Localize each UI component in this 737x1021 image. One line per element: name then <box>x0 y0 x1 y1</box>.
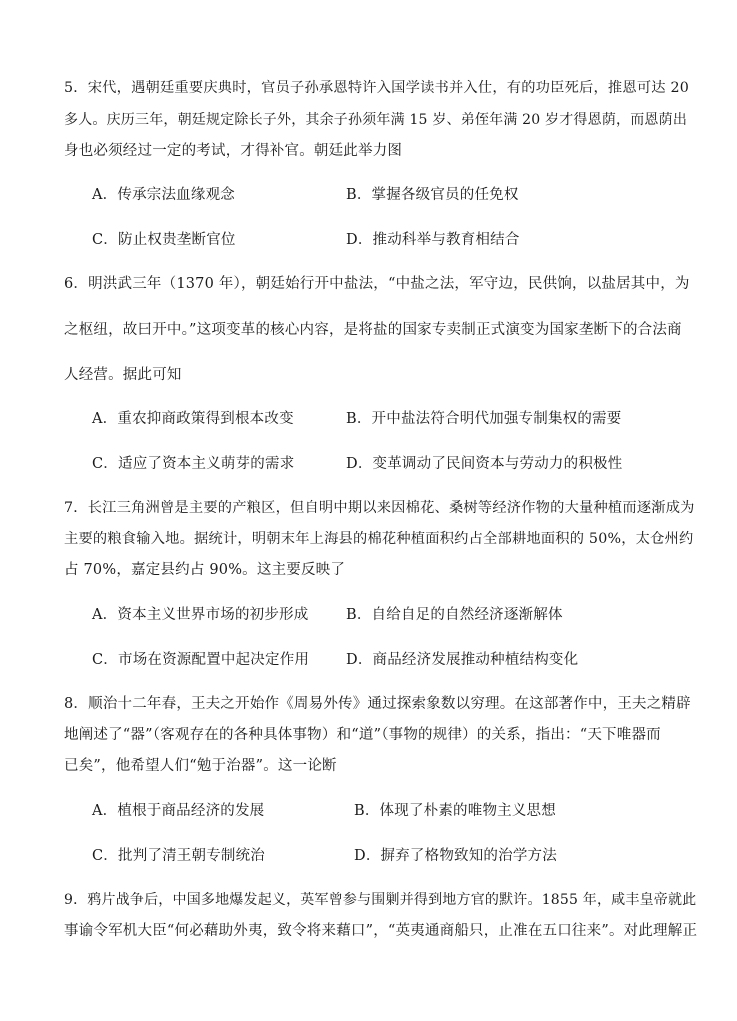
question-6-line-3: 人经营。据此可知 <box>64 367 182 383</box>
question-7-option-b: B．自给自足的自然经济逐渐解体 <box>346 607 563 623</box>
question-8-line-2: 地阐述了“器”（客观存在的各种具体事物）和“道”（事物的规律）的关系，指出：“天下唯器而 <box>64 727 661 743</box>
question-5-option-a: A．传承宗法血缘观念 <box>92 187 235 203</box>
question-6-option-d: D．变革调动了民间资本与劳动力的积极性 <box>346 456 623 472</box>
question-7-option-c: C．市场在资源配置中起决定作用 <box>92 652 310 668</box>
question-8-option-b: B．体现了朴素的唯物主义思想 <box>354 803 556 819</box>
question-8-option-c: C．批判了清王朝专制统治 <box>92 848 265 864</box>
question-5-option-d: D．推动科举与教育相结合 <box>346 232 520 248</box>
question-6-option-c: C．适应了资本主义萌芽的需求 <box>92 456 295 472</box>
question-7-line-2: 主要的粮食输入地。据统计，明朝末年上海县的棉花种植面积约占全部耕地面积的 50%，太仓州约 <box>64 531 694 547</box>
question-8-option-d: D．摒弃了格物致知的治学方法 <box>354 848 557 864</box>
question-6-line-2: 之枢纽，故曰开中。”这项变革的核心内容，是将盐的国家专卖制正式演变为国家垄断下的合法商 <box>64 322 682 338</box>
question-6-line-1: 6．明洪武三年（1370 年），朝廷始行开中盐法，“中盐之法，军守边，民供饷，以盐居其中，为 <box>64 276 690 292</box>
question-7-option-a: A．资本主义世界市场的初步形成 <box>92 607 309 623</box>
question-5-line-2: 多人。庆历三年，朝廷规定除长子外，其余子孙须年满 15 岁、弟侄年满 20 岁才得恩荫，而恩荫出 <box>64 112 688 128</box>
question-7-line-1: 7．长江三角洲曾是主要的产粮区，但自明中期以来因棉花、桑树等经济作物的大量种植而逐渐成为 <box>64 500 695 516</box>
question-8-line-3: 已矣”，他希望人们“勉于治器”。这一论断 <box>64 758 337 774</box>
question-6-option-b: B．开中盐法符合明代加强专制集权的需要 <box>346 411 622 427</box>
question-8-line-1: 8．顺治十二年春，王夫之开始作《周易外传》通过探索象数以穷理。在这部著作中，王夫之精辟 <box>64 696 691 712</box>
question-7-option-d: D．商品经济发展推动种植结构变化 <box>346 652 579 668</box>
question-8-option-a: A．植根于商品经济的发展 <box>92 803 265 819</box>
question-5-option-c: C．防止权贵垄断官位 <box>92 232 236 248</box>
question-6-option-a: A．重农抑商政策得到根本改变 <box>92 411 294 427</box>
question-7-line-3: 占 70%，嘉定县约占 90%。这主要反映了 <box>64 562 346 578</box>
question-9-line-1: 9．鸦片战争后，中国多地爆发起义，英军曾参与围剿并得到地方官的默许。1855 年，咸丰皇帝就此 <box>64 892 697 908</box>
question-9-line-2: 事谕令军机大臣“何必藉助外夷，致令将来藉口”，“英夷通商船只，止准在五口往来”。对此理解正 <box>64 923 698 939</box>
question-5-line-3: 身也必须经过一定的考试，才得补官。朝廷此举力图 <box>64 143 403 159</box>
question-5-line-1: 5．宋代，遇朝廷重要庆典时，官员子孙承恩特许入国学读书并入仕，有的功臣死后，推恩可达 20 <box>64 80 689 96</box>
question-5-option-b: B．掌握各级官员的任免权 <box>346 187 519 203</box>
